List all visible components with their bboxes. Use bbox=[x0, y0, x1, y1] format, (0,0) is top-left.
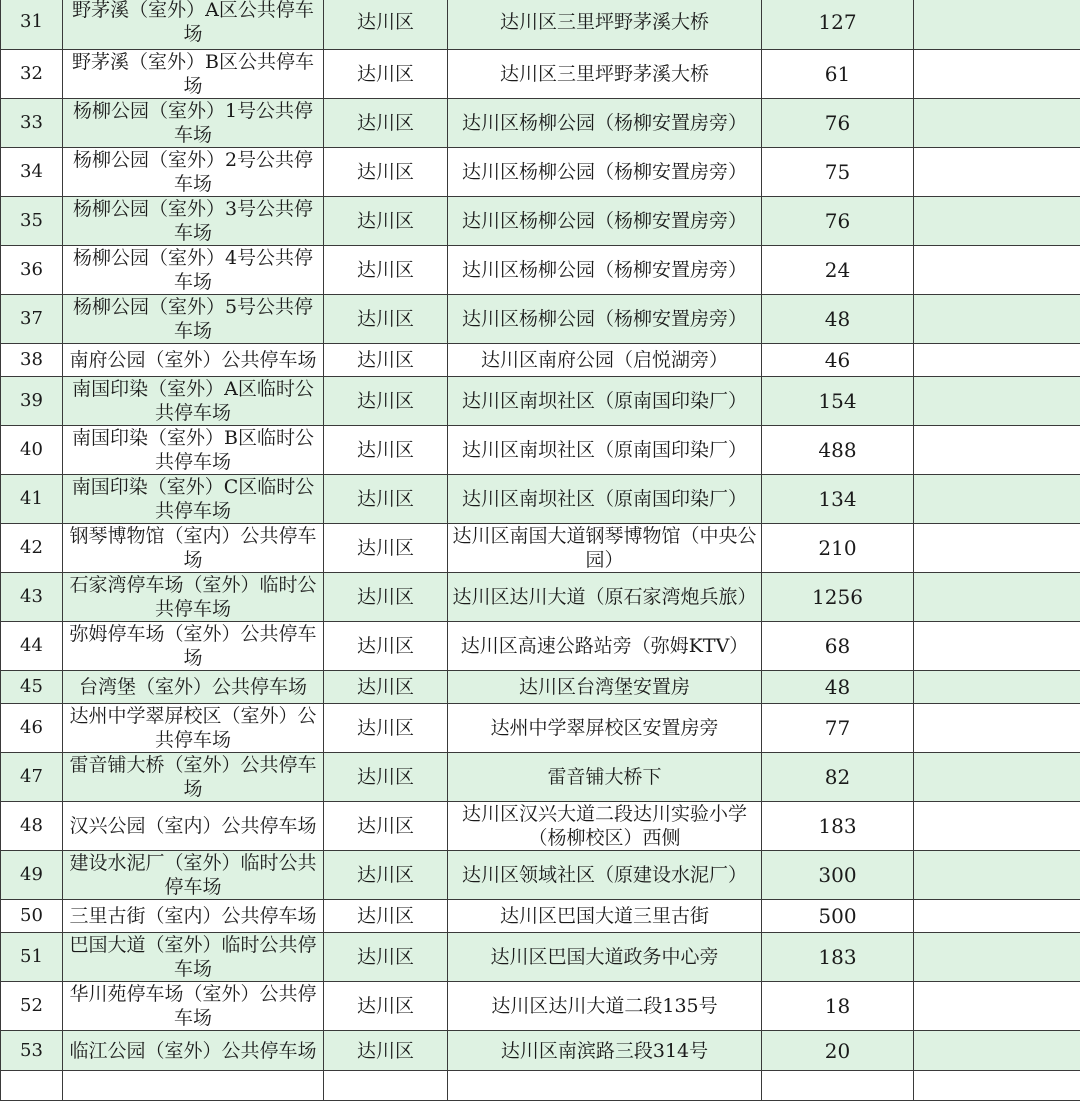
row-number-cell: 36 bbox=[1, 246, 63, 295]
row-number-cell: 43 bbox=[1, 573, 63, 622]
note-cell bbox=[914, 982, 1080, 1031]
location-cell: 达川区巴国大道三里古街 bbox=[448, 900, 762, 933]
district-cell: 达川区 bbox=[324, 933, 448, 982]
space-count-cell: 76 bbox=[762, 99, 914, 148]
parking-name-cell: 华川苑停车场（室外）公共停车场 bbox=[63, 982, 324, 1031]
location-cell: 达川区三里坪野茅溪大桥 bbox=[448, 0, 762, 50]
district-cell: 达川区 bbox=[324, 197, 448, 246]
parking-name-cell: 杨柳公园（室外）2号公共停车场 bbox=[63, 148, 324, 197]
table-row bbox=[1, 344, 1080, 377]
location-cell: 达川区汉兴大道二段达川实验小学（杨柳校区）西侧 bbox=[448, 802, 762, 851]
district-cell: 达川区 bbox=[324, 377, 448, 426]
location-cell: 达川区南坝社区（原南国印染厂） bbox=[448, 377, 762, 426]
location-cell: 达川区杨柳公园（杨柳安置房旁） bbox=[448, 99, 762, 148]
table-row bbox=[1, 475, 1080, 524]
district-cell: 达川区 bbox=[324, 802, 448, 851]
row-number-cell: 31 bbox=[1, 0, 63, 50]
table-row bbox=[1, 524, 1080, 573]
row-number-cell: 52 bbox=[1, 982, 63, 1031]
space-count-cell: 20 bbox=[762, 1031, 914, 1071]
district-cell: 达川区 bbox=[324, 426, 448, 475]
parking-name-cell: 杨柳公园（室外）3号公共停车场 bbox=[63, 197, 324, 246]
note-cell bbox=[914, 851, 1080, 900]
parking-name-cell: 巴国大道（室外）临时公共停车场 bbox=[63, 933, 324, 982]
table-row bbox=[1, 246, 1080, 295]
note-cell bbox=[914, 573, 1080, 622]
note-cell bbox=[914, 622, 1080, 671]
note-cell bbox=[914, 704, 1080, 753]
note-cell bbox=[914, 524, 1080, 573]
space-count-cell: 183 bbox=[762, 802, 914, 851]
note-cell bbox=[914, 246, 1080, 295]
note-cell bbox=[914, 148, 1080, 197]
table-row bbox=[1, 1071, 1080, 1101]
row-number-cell: 40 bbox=[1, 426, 63, 475]
parking-name-cell: 达州中学翠屏校区（室外）公共停车场 bbox=[63, 704, 324, 753]
space-count-cell: 18 bbox=[762, 982, 914, 1031]
location-cell: 达川区三里坪野茅溪大桥 bbox=[448, 50, 762, 99]
row-number-cell: 51 bbox=[1, 933, 63, 982]
parking-name-cell: 南国印染（室外）C区临时公共停车场 bbox=[63, 475, 324, 524]
note-cell bbox=[914, 344, 1080, 377]
district-cell: 达川区 bbox=[324, 704, 448, 753]
location-cell: 达川区杨柳公园（杨柳安置房旁） bbox=[448, 295, 762, 344]
row-number-cell: 45 bbox=[1, 671, 63, 704]
parking-name-cell: 南国印染（室外）A区临时公共停车场 bbox=[63, 377, 324, 426]
district-cell: 达川区 bbox=[324, 982, 448, 1031]
row-number-cell: 42 bbox=[1, 524, 63, 573]
district-cell: 达川区 bbox=[324, 295, 448, 344]
district-cell: 达川区 bbox=[324, 246, 448, 295]
space-count-cell: 46 bbox=[762, 344, 914, 377]
table-row bbox=[1, 377, 1080, 426]
table-row bbox=[1, 573, 1080, 622]
table-row bbox=[1, 802, 1080, 851]
note-cell bbox=[914, 475, 1080, 524]
district-cell: 达川区 bbox=[324, 1031, 448, 1071]
space-count-cell: 300 bbox=[762, 851, 914, 900]
parking-name-cell: 野茅溪（室外）A区公共停车场 bbox=[63, 0, 324, 50]
table-row bbox=[1, 295, 1080, 344]
parking-name-cell: 临江公园（室外）公共停车场 bbox=[63, 1031, 324, 1071]
table-row bbox=[1, 851, 1080, 900]
location-cell: 达川区南滨路三段314号 bbox=[448, 1031, 762, 1071]
location-cell: 达川区台湾堡安置房 bbox=[448, 671, 762, 704]
location-cell bbox=[448, 1071, 762, 1101]
row-number-cell: 47 bbox=[1, 753, 63, 802]
table-row bbox=[1, 197, 1080, 246]
location-cell: 达川区南国大道钢琴博物馆（中央公园） bbox=[448, 524, 762, 573]
parking-name-cell: 台湾堡（室外）公共停车场 bbox=[63, 671, 324, 704]
parking-name-cell: 弥姆停车场（室外）公共停车场 bbox=[63, 622, 324, 671]
space-count-cell: 134 bbox=[762, 475, 914, 524]
table-row bbox=[1, 982, 1080, 1031]
note-cell bbox=[914, 99, 1080, 148]
space-count-cell: 127 bbox=[762, 0, 914, 50]
space-count-cell bbox=[762, 1071, 914, 1101]
parking-name-cell: 南府公园（室外）公共停车场 bbox=[63, 344, 324, 377]
row-number-cell: 34 bbox=[1, 148, 63, 197]
space-count-cell: 24 bbox=[762, 246, 914, 295]
note-cell bbox=[914, 900, 1080, 933]
row-number-cell: 46 bbox=[1, 704, 63, 753]
note-cell bbox=[914, 933, 1080, 982]
location-cell: 达川区达川大道（原石家湾炮兵旅） bbox=[448, 573, 762, 622]
district-cell: 达川区 bbox=[324, 573, 448, 622]
location-cell: 雷音铺大桥下 bbox=[448, 753, 762, 802]
district-cell: 达川区 bbox=[324, 753, 448, 802]
space-count-cell: 210 bbox=[762, 524, 914, 573]
table-row bbox=[1, 622, 1080, 671]
note-cell bbox=[914, 50, 1080, 99]
table-row bbox=[1, 671, 1080, 704]
table-row bbox=[1, 426, 1080, 475]
location-cell: 达川区杨柳公园（杨柳安置房旁） bbox=[448, 246, 762, 295]
location-cell: 达川区高速公路站旁（弥姆KTV） bbox=[448, 622, 762, 671]
space-count-cell: 61 bbox=[762, 50, 914, 99]
note-cell bbox=[914, 197, 1080, 246]
row-number-cell bbox=[1, 1071, 63, 1101]
location-cell: 达川区达川大道二段135号 bbox=[448, 982, 762, 1031]
space-count-cell: 1256 bbox=[762, 573, 914, 622]
note-cell bbox=[914, 1031, 1080, 1071]
row-number-cell: 44 bbox=[1, 622, 63, 671]
district-cell: 达川区 bbox=[324, 99, 448, 148]
row-number-cell: 50 bbox=[1, 900, 63, 933]
table-row bbox=[1, 1031, 1080, 1071]
row-number-cell: 48 bbox=[1, 802, 63, 851]
note-cell bbox=[914, 426, 1080, 475]
location-cell: 达川区南府公园（启悦湖旁） bbox=[448, 344, 762, 377]
space-count-cell: 68 bbox=[762, 622, 914, 671]
parking-name-cell: 钢琴博物馆（室内）公共停车场 bbox=[63, 524, 324, 573]
table-row bbox=[1, 900, 1080, 933]
district-cell: 达川区 bbox=[324, 622, 448, 671]
space-count-cell: 154 bbox=[762, 377, 914, 426]
note-cell bbox=[914, 1071, 1080, 1101]
parking-name-cell: 杨柳公园（室外）5号公共停车场 bbox=[63, 295, 324, 344]
row-number-cell: 39 bbox=[1, 377, 63, 426]
parking-name-cell: 建设水泥厂（室外）临时公共停车场 bbox=[63, 851, 324, 900]
parking-name-cell: 三里古街（室内）公共停车场 bbox=[63, 900, 324, 933]
district-cell: 达川区 bbox=[324, 148, 448, 197]
district-cell: 达川区 bbox=[324, 0, 448, 50]
location-cell: 达川区南坝社区（原南国印染厂） bbox=[448, 475, 762, 524]
row-number-cell: 32 bbox=[1, 50, 63, 99]
parking-name-cell: 南国印染（室外）B区临时公共停车场 bbox=[63, 426, 324, 475]
location-cell: 达川区杨柳公园（杨柳安置房旁） bbox=[448, 148, 762, 197]
row-number-cell: 49 bbox=[1, 851, 63, 900]
district-cell: 达川区 bbox=[324, 344, 448, 377]
district-cell: 达川区 bbox=[324, 524, 448, 573]
note-cell bbox=[914, 295, 1080, 344]
note-cell bbox=[914, 753, 1080, 802]
table-row bbox=[1, 99, 1080, 148]
district-cell: 达川区 bbox=[324, 50, 448, 99]
parking-table-body bbox=[1, 0, 1080, 1101]
row-number-cell: 35 bbox=[1, 197, 63, 246]
table-row bbox=[1, 50, 1080, 99]
space-count-cell: 76 bbox=[762, 197, 914, 246]
note-cell bbox=[914, 802, 1080, 851]
row-number-cell: 38 bbox=[1, 344, 63, 377]
table-row bbox=[1, 933, 1080, 982]
parking-name-cell: 汉兴公园（室内）公共停车场 bbox=[63, 802, 324, 851]
row-number-cell: 41 bbox=[1, 475, 63, 524]
district-cell: 达川区 bbox=[324, 475, 448, 524]
space-count-cell: 48 bbox=[762, 671, 914, 704]
parking-name-cell: 石家湾停车场（室外）临时公共停车场 bbox=[63, 573, 324, 622]
parking-name-cell: 雷音铺大桥（室外）公共停车场 bbox=[63, 753, 324, 802]
space-count-cell: 82 bbox=[762, 753, 914, 802]
note-cell bbox=[914, 377, 1080, 426]
location-cell: 达川区杨柳公园（杨柳安置房旁） bbox=[448, 197, 762, 246]
parking-name-cell: 杨柳公园（室外）4号公共停车场 bbox=[63, 246, 324, 295]
location-cell: 达州中学翠屏校区安置房旁 bbox=[448, 704, 762, 753]
district-cell bbox=[324, 1071, 448, 1101]
table-row bbox=[1, 704, 1080, 753]
row-number-cell: 53 bbox=[1, 1031, 63, 1071]
space-count-cell: 77 bbox=[762, 704, 914, 753]
space-count-cell: 48 bbox=[762, 295, 914, 344]
location-cell: 达川区巴国大道政务中心旁 bbox=[448, 933, 762, 982]
row-number-cell: 33 bbox=[1, 99, 63, 148]
location-cell: 达川区南坝社区（原南国印染厂） bbox=[448, 426, 762, 475]
space-count-cell: 488 bbox=[762, 426, 914, 475]
table-row bbox=[1, 148, 1080, 197]
district-cell: 达川区 bbox=[324, 851, 448, 900]
parking-name-cell: 杨柳公园（室外）1号公共停车场 bbox=[63, 99, 324, 148]
table-row bbox=[1, 0, 1080, 50]
space-count-cell: 500 bbox=[762, 900, 914, 933]
note-cell bbox=[914, 0, 1080, 50]
location-cell: 达川区领域社区（原建设水泥厂） bbox=[448, 851, 762, 900]
note-cell bbox=[914, 671, 1080, 704]
space-count-cell: 183 bbox=[762, 933, 914, 982]
row-number-cell: 37 bbox=[1, 295, 63, 344]
district-cell: 达川区 bbox=[324, 671, 448, 704]
parking-name-cell: 野茅溪（室外）B区公共停车场 bbox=[63, 50, 324, 99]
space-count-cell: 75 bbox=[762, 148, 914, 197]
table-row bbox=[1, 753, 1080, 802]
parking-name-cell bbox=[63, 1071, 324, 1101]
district-cell: 达川区 bbox=[324, 900, 448, 933]
